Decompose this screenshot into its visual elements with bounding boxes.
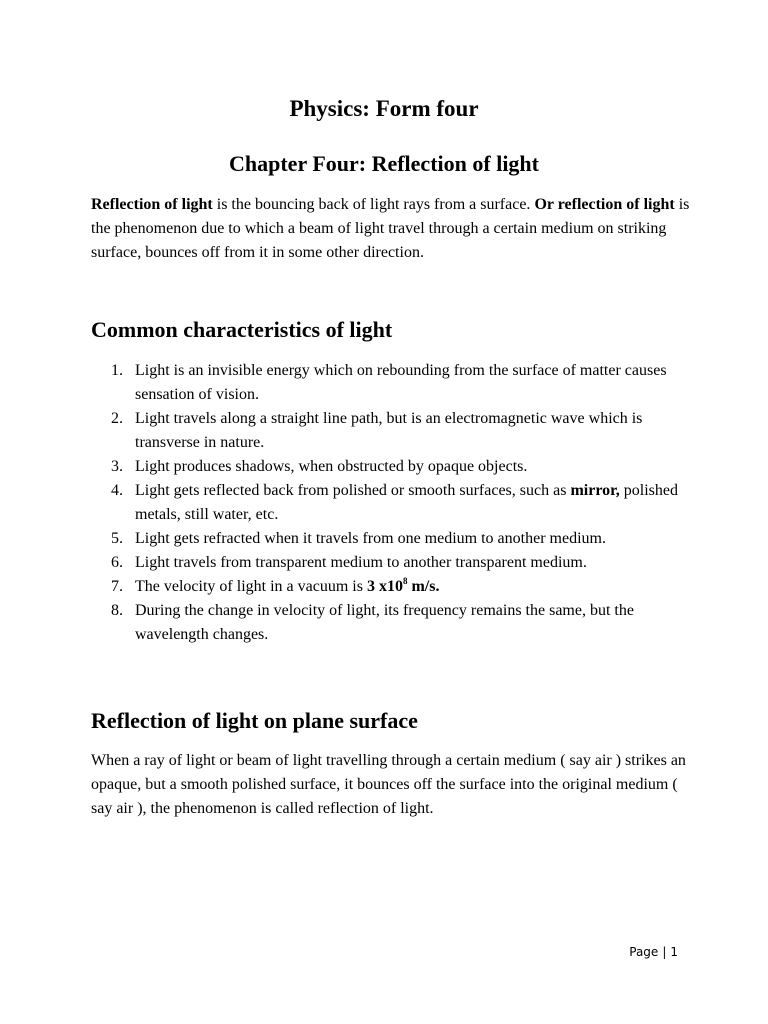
list-item-text: Light travels along a straight line path, but is an electromagnetic wave which is transverse in nature. (135, 410, 643, 451)
intro-term-1: Reflection of light (91, 196, 213, 213)
plane-surface-paragraph: When a ray of light or beam of light travelling through a certain medium ( say air ) strikes an opaque, but a smooth polished surface, it bounces off the surface into the original medium ( say air ), the phenomenon is called reflection of light. (91, 752, 686, 817)
list-item-number: 1. (111, 362, 123, 379)
list-item (91, 407, 691, 455)
list-item-number: 4. (111, 482, 123, 499)
list-item (91, 575, 691, 599)
list-item-number: 8. (111, 602, 123, 619)
list-item-text (135, 578, 439, 595)
list-item-number: 3. (111, 458, 123, 475)
intro-text-2: is the phenomenon due to which a beam of light travel through a certain medium on striking surface, bounces off from it in some other direction. (91, 196, 690, 261)
characteristics-heading: Common characteristics of light (91, 317, 393, 342)
list-item-text-before: Light gets reflected back from polished or smooth surfaces, such as (135, 482, 571, 499)
plane-surface-heading: Reflection of light on plane surface (91, 708, 418, 733)
list-item (91, 527, 691, 551)
page-title: Physics: Form four (289, 96, 479, 121)
list-item (91, 359, 691, 407)
list-item-text: Light is an invisible energy which on rebounding from the surface of matter causes sensation of vision. (135, 362, 667, 403)
list-item-number: 5. (111, 530, 123, 547)
page-number: 1 (670, 945, 678, 959)
chapter-title: Chapter Four: Reflection of light (229, 151, 539, 176)
intro-paragraph (91, 193, 691, 265)
list-item-text (135, 482, 678, 523)
speed-of-light-value (367, 578, 440, 595)
intro-text-1: is the bouncing back of light rays from a surface. (212, 196, 535, 213)
list-item (91, 551, 691, 575)
characteristics-list (91, 359, 691, 647)
speed-unit: m/s. (407, 578, 440, 595)
list-item-text: During the change in velocity of light, its frequency remains the same, but the wavelength changes. (135, 602, 634, 643)
list-item-number: 6. (111, 554, 123, 571)
list-item-number: 7. (111, 578, 123, 595)
list-item-text-after: polished metals, still water, etc. (135, 482, 678, 523)
page-separator: | (662, 945, 667, 959)
list-item (91, 455, 691, 479)
list-item-bold: mirror, (570, 482, 620, 499)
list-item-text: Light produces shadows, when obstructed by opaque objects. (135, 458, 528, 475)
page-footer (629, 943, 678, 961)
list-item (91, 479, 691, 527)
speed-base: 3 x10 (366, 578, 403, 595)
intro-term-2: Or reflection of light (534, 196, 675, 213)
list-item-text: Light travels from transparent medium to another transparent medium. (135, 554, 587, 571)
list-item-text: Light gets refracted when it travels from one medium to another medium. (135, 530, 606, 547)
page-label: Page (629, 945, 659, 959)
list-item-number: 2. (111, 410, 123, 427)
list-item (91, 599, 691, 647)
list-item-text-before: The velocity of light in a vacuum is (135, 578, 367, 595)
speed-exponent: 8 (402, 576, 408, 586)
